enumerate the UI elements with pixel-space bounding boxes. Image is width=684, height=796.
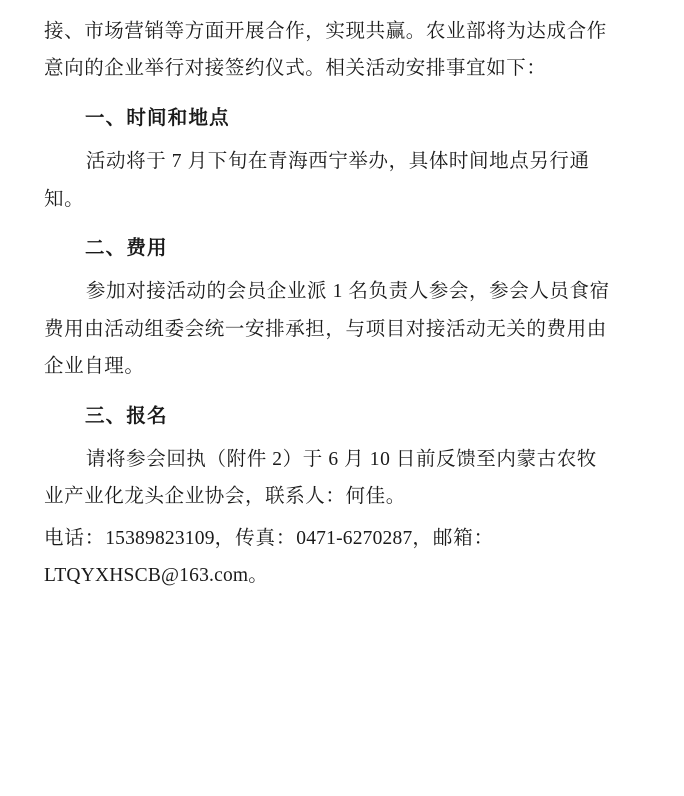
section-time-place bbox=[44, 103, 642, 217]
paragraph: 请将参会回执（附件 2）于 6 月 10 日前反馈至内蒙古农牧 bbox=[85, 448, 597, 470]
separator: ， bbox=[214, 527, 236, 549]
document-body bbox=[44, 14, 642, 594]
section-heading: 二、费用 bbox=[84, 237, 168, 260]
paragraph: 接、市场营销等方面开展合作，实现共赢。农业部将为达成合作 bbox=[44, 21, 607, 42]
paragraph: 活动将于 7 月下旬在青海西宁举办，具体时间地点另行通 bbox=[85, 151, 590, 173]
paragraph: 知。 bbox=[44, 188, 85, 210]
paragraph: 参加对接活动的会员企业派 1 名负责人参会，参会人员食宿 bbox=[85, 281, 610, 303]
fax-label: 传真： bbox=[235, 527, 297, 549]
opening-block bbox=[44, 14, 642, 87]
contact-block bbox=[44, 521, 642, 594]
contact-line bbox=[44, 521, 642, 556]
phone-label: 电话： bbox=[44, 527, 106, 549]
paragraph: 企业自理。 bbox=[44, 356, 145, 378]
section-fee bbox=[44, 233, 642, 385]
paragraph: 费用由活动组委会统一安排承担，与项目对接活动无关的费用由 bbox=[44, 318, 607, 340]
section-heading: 一、时间和地点 bbox=[84, 106, 230, 129]
phone-value: 15389823109 bbox=[105, 527, 215, 549]
paragraph: 意向的企业举行对接签约仪式。相关活动安排事宜如下： bbox=[44, 58, 547, 80]
email-value: LTQYXHSCB@163.com。 bbox=[44, 565, 268, 587]
email-label: 邮箱： bbox=[432, 527, 495, 549]
separator: ， bbox=[412, 527, 433, 549]
fax-value: 0471-6270287 bbox=[296, 527, 413, 549]
section-heading: 三、报名 bbox=[84, 404, 168, 427]
paragraph: 业产业化龙头企业协会，联系人：何佳。 bbox=[44, 486, 406, 508]
section-registration bbox=[44, 401, 642, 515]
